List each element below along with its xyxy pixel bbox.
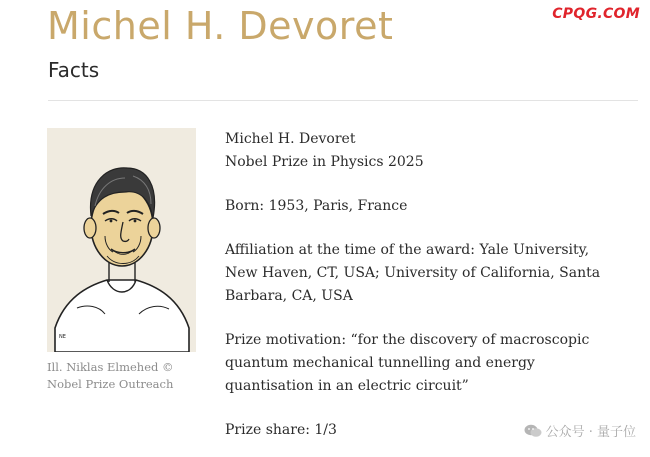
- prize-motivation: Prize motivation: “for the discovery of macroscopic quantum mechanical tunnelling and energy quantisation in an electric circuit”: [225, 332, 590, 394]
- page-title: Michel H. Devoret: [47, 4, 394, 48]
- wechat-icon: [524, 424, 542, 438]
- portrait-illustration-icon: [47, 128, 196, 352]
- prize-share: Prize share: 1/3: [225, 422, 337, 438]
- divider: [48, 100, 638, 101]
- image-caption: Ill. Niklas Elmehed © Nobel Prize Outreach: [47, 360, 174, 391]
- facts-panel: [225, 128, 620, 442]
- site-watermark: CPQG.COM: [552, 6, 640, 22]
- affiliation-info: Affiliation at the time of the award: Yale University, New Haven, CT, USA; University of California, Santa Barbara, CA, USA: [225, 242, 601, 304]
- portrait-image: [47, 128, 196, 352]
- born-info: Born: 1953, Paris, France: [225, 198, 408, 214]
- footer-watermark: [524, 421, 636, 440]
- svg-text:NE: NE: [59, 334, 66, 340]
- section-heading: Facts: [48, 58, 100, 82]
- prize-name: Nobel Prize in Physics 2025: [225, 154, 424, 170]
- footer-watermark-text: 公众号 · 量子位: [545, 425, 636, 440]
- laureate-name: Michel H. Devoret: [225, 131, 356, 147]
